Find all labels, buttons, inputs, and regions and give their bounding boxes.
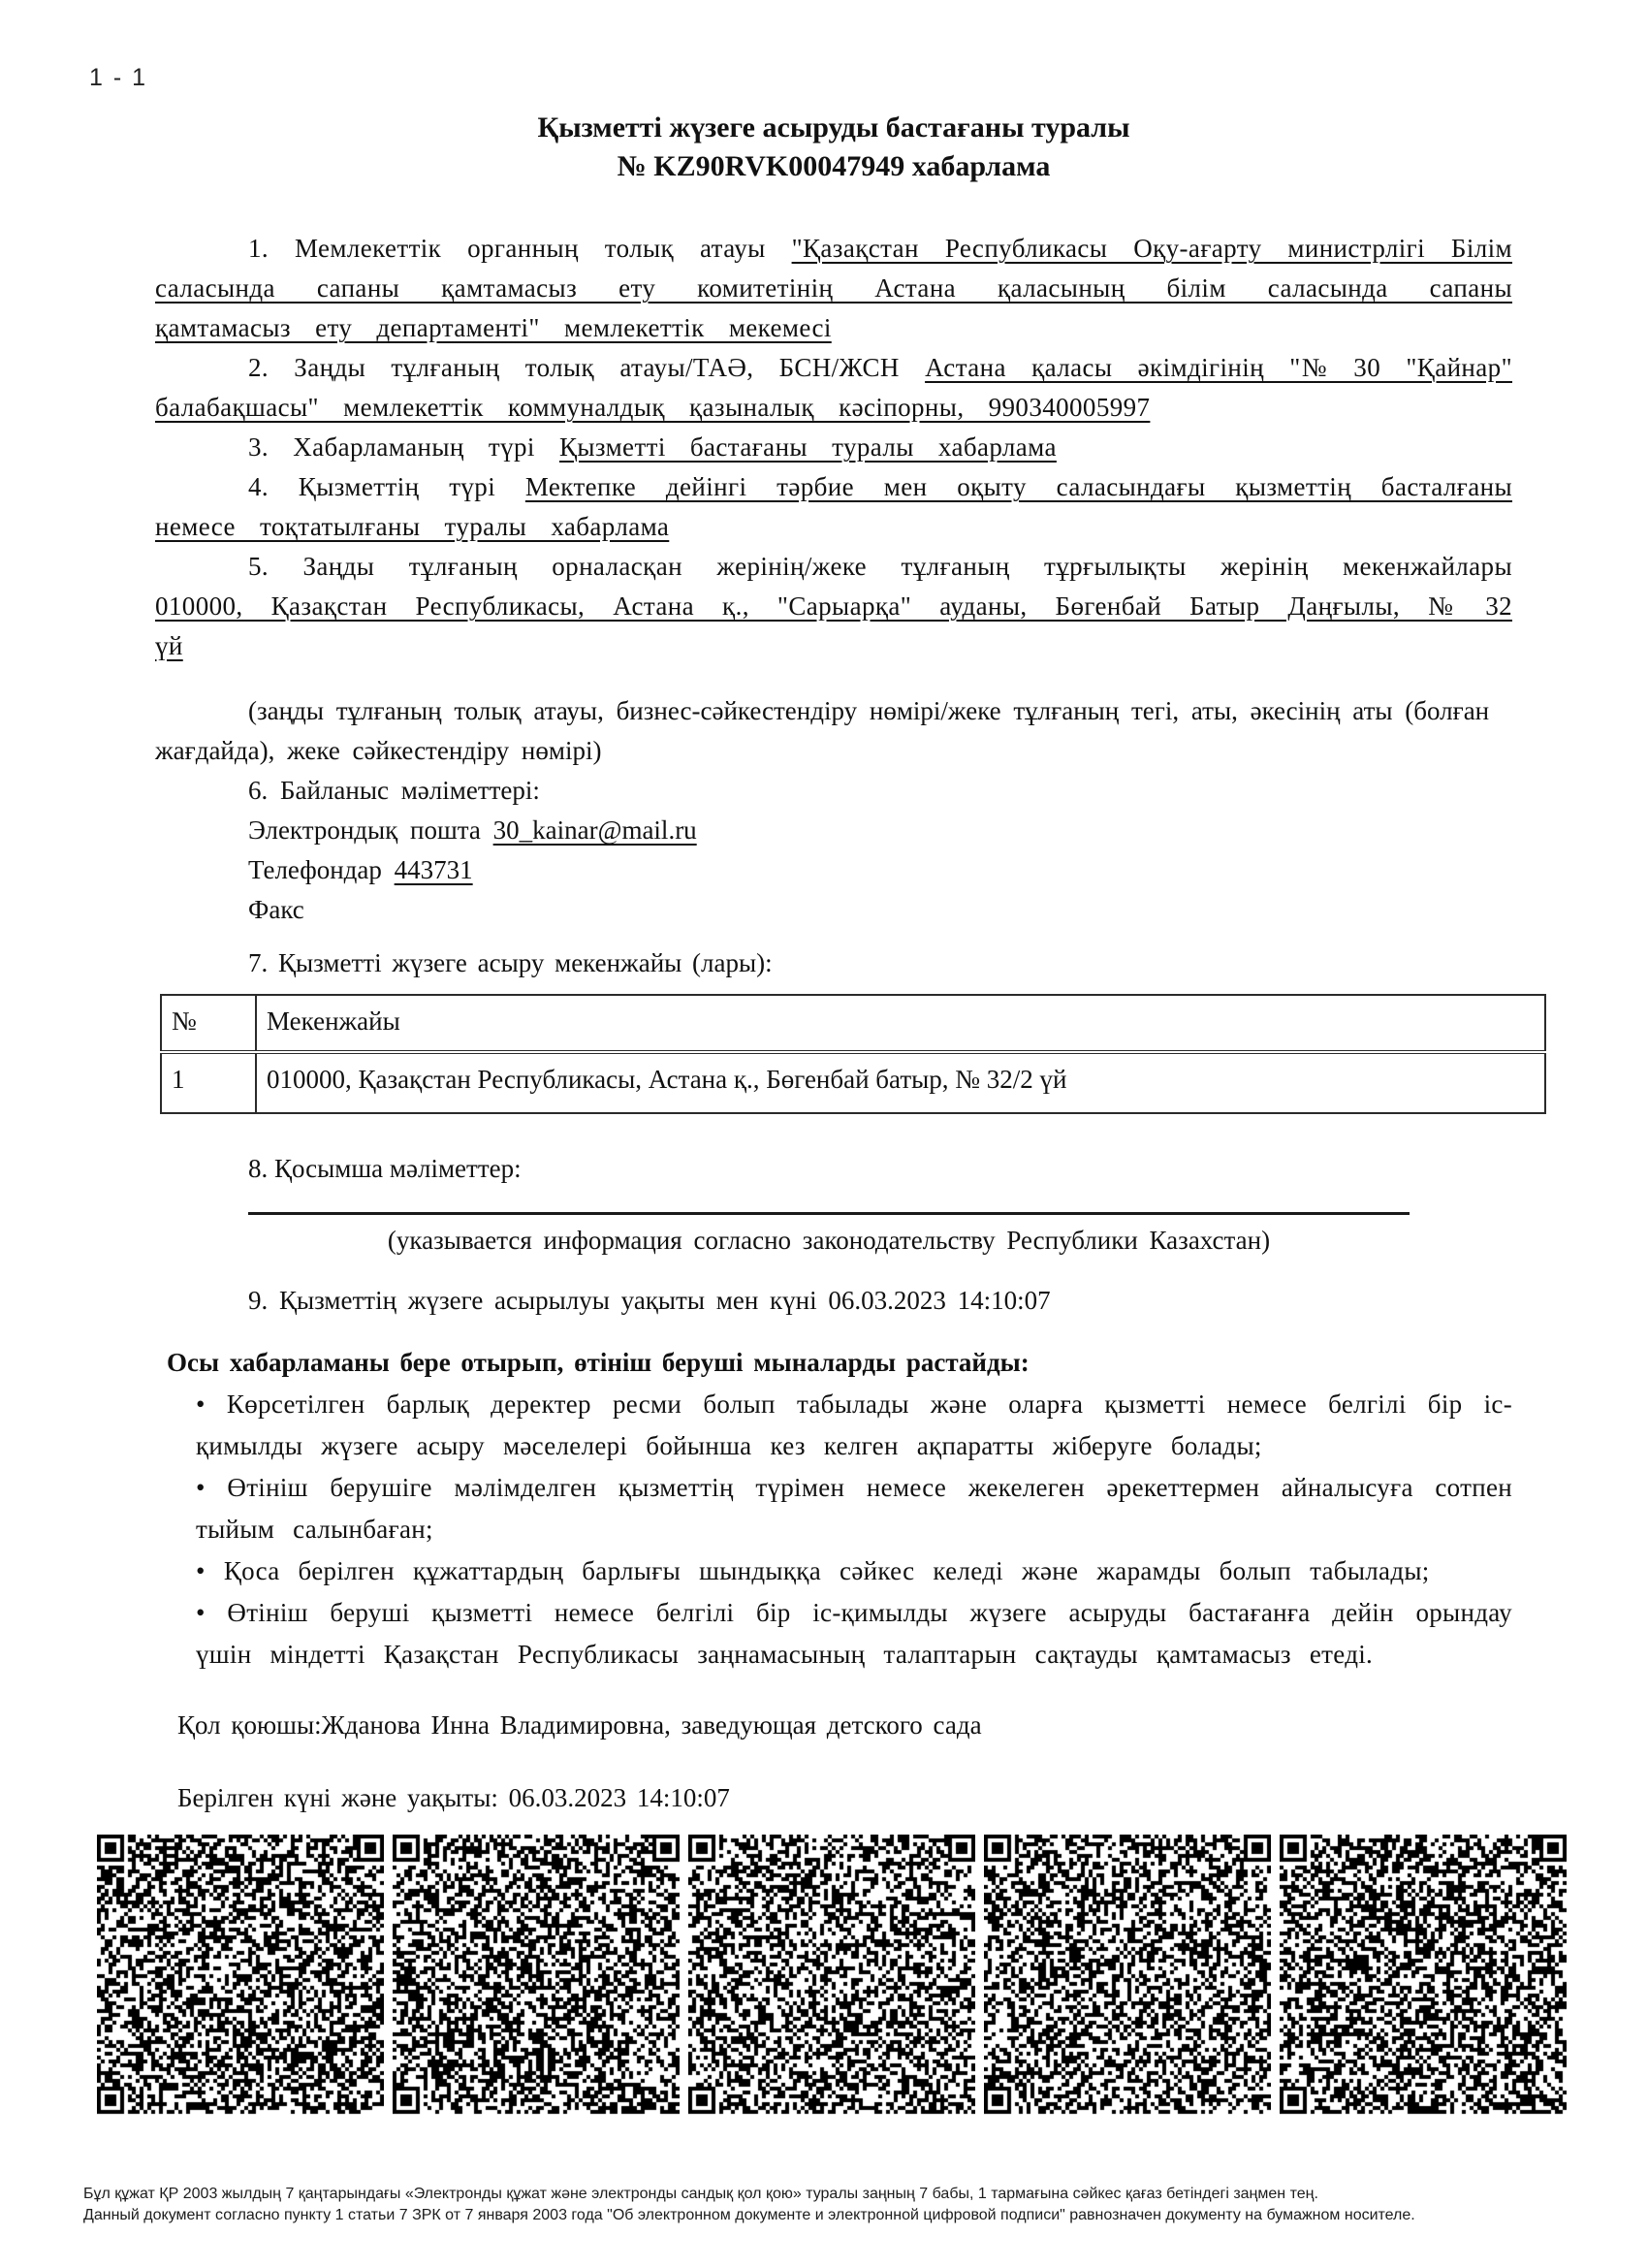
section-8-heading: 8. Қосымша мәліметтер: bbox=[248, 1154, 522, 1183]
field-2-value: Астана қаласы әкімдігінің "№ 30 "Қайнар" балабақшасы" мемлекеттік коммуналдық қазыналық кәсіпорны, 990340005997 bbox=[155, 353, 1512, 422]
issued-datetime-line: Берілген күні және уақыты: 06.03.2023 14:10:07 bbox=[177, 1783, 730, 1812]
field-5-address bbox=[155, 547, 1512, 666]
qr-codes-row bbox=[97, 1835, 1570, 2116]
bullet-item-4: • Өтініш беруші қызметті немесе белгілі бір іс-қимылды жүзеге асыруды бастағанға дейін орындау үшін міндетті Қазақстан Республикасы заңнамасының талаптарын сақтауды қамтамасыз етеді. bbox=[196, 1592, 1512, 1676]
blank-fill-line bbox=[248, 1212, 1410, 1215]
numbered-fields bbox=[155, 229, 1512, 666]
field-1-label: 1. Мемлекеттік органның толық атауы bbox=[248, 234, 792, 263]
field-5-value: 010000, Қазақстан Республикасы, Астана қ., "Сарыарқа" ауданы, Бөгенбай Батыр Даңғылы, № 32 үй bbox=[155, 591, 1512, 660]
footer-line-russian: Данный документ согласно пункту 1 статьи 7 ЗРК от 7 января 2003 года "Об электронном документе и электронной цифровой подписи" равнозначен документу на бумажном носителе. bbox=[83, 2207, 1415, 2223]
field-2-legal-entity bbox=[155, 348, 1512, 428]
table-header-number: № bbox=[161, 995, 256, 1052]
email-value: 30_kainar@mail.ru bbox=[492, 815, 697, 845]
qr-code bbox=[393, 1835, 680, 2116]
phone-value: 443731 bbox=[394, 855, 473, 884]
email-label: Электрондық пошта bbox=[248, 815, 493, 845]
bullet-item-1: • Көрсетілген барлық деректер ресми болып табылады және оларға қызметті немесе белгілі бір іс-қимылды жүзеге асыру мәселелері бойынша кез келген ақпаратты жіберуге болады; bbox=[196, 1384, 1512, 1467]
field-4-activity-type bbox=[155, 467, 1512, 547]
signer-line: Қол қоюшы:Жданова Инна Владимировна, заведующая детского сада bbox=[177, 1710, 982, 1740]
address-table bbox=[160, 994, 1546, 1114]
document-title bbox=[155, 109, 1512, 186]
phone-line bbox=[155, 850, 1512, 890]
bullet-item-3: • Қоса берілген құжаттардың барлығы шындыққа сәйкес келеді және жарамды болып табылады; bbox=[196, 1550, 1512, 1592]
qr-code bbox=[97, 1835, 384, 2116]
qr-code bbox=[688, 1835, 975, 2116]
contacts-heading: 6. Байланыс мәліметтері: bbox=[248, 776, 540, 805]
section-7-heading: 7. Қызметті жүзеге асыру мекенжайы (лары): bbox=[248, 948, 773, 977]
title-line-2: № KZ90RVK00047949 хабарлама bbox=[617, 150, 1051, 182]
document-body bbox=[155, 109, 1512, 1818]
field-3-value: Қызметті бастағаны туралы хабарлама bbox=[558, 432, 1057, 462]
confirmation-section bbox=[167, 1342, 1512, 1676]
address-table-header-row bbox=[161, 995, 1545, 1052]
field-1-authority bbox=[155, 229, 1512, 348]
fax-line: Факс bbox=[248, 895, 304, 924]
field-3-notification-type bbox=[155, 428, 1512, 467]
parenthetical-note: (заңды тұлғаның толық атауы, бизнес-сәйкестендіру нөмірі/жеке тұлғаның тегі, аты, әкесінің аты (болған жағдайда), жеке сәйкестендіру нөмірі) bbox=[155, 696, 1490, 765]
field-1-value: "Қазақстан Республикасы Оқу-ағарту министрлігі Білім саласында сапаны қамтамасыз ету комитетінің Астана қаласының білім саласында сапаны қамтамасыз ету департаменті" мемлекеттік мекемесі bbox=[155, 234, 1512, 342]
title-line-1: Қызметті жүзеге асыруды бастағаны туралы bbox=[537, 112, 1130, 144]
field-4-value: Мектепке дейінгі тәрбие мен оқыту саласындағы қызметтің басталғаны немесе тоқтатылғаны туралы хабарлама bbox=[155, 472, 1512, 541]
field-4-label: 4. Қызметтің түрі bbox=[248, 472, 525, 501]
field-3-label: 3. Хабарламаның түрі bbox=[248, 432, 559, 462]
legal-note-ru: (указывается информация согласно законодательству Республики Казахстан) bbox=[387, 1226, 1271, 1255]
bullet-item-2: • Өтініш берушіге мәлімделген қызметтің түрімен немесе жекелеген әрекеттермен айналысуға сотпен тыйым салынбаған; bbox=[196, 1467, 1512, 1550]
legal-footer bbox=[83, 2184, 1596, 2226]
section-9-value: 06.03.2023 14:10:07 bbox=[828, 1286, 1051, 1315]
qr-code bbox=[1280, 1835, 1567, 2116]
table-row bbox=[161, 1052, 1545, 1113]
confirmation-heading: Осы хабарламаны бере отырып, өтініш беруші мыналарды растайды: bbox=[167, 1348, 1030, 1377]
contacts-section bbox=[155, 771, 1512, 930]
section-9-label: 9. Қызметтің жүзеге асырылуы уақыты мен күні bbox=[248, 1286, 829, 1315]
table-header-address: Мекенжайы bbox=[256, 995, 1545, 1052]
qr-code bbox=[984, 1835, 1271, 2116]
field-5-label: 5. Заңды тұлғаның орналасқан жерінің/жеке тұлғаның тұрғылықты жерінің мекенжайлары bbox=[248, 552, 1512, 581]
section-9-datetime bbox=[155, 1281, 1512, 1321]
phone-label: Телефондар bbox=[248, 855, 395, 884]
footer-line-kazakh: Бұл құжат ҚР 2003 жылдың 7 қаңтарындағы «Электронды құжат және электронды сандық қол қою» туралы заңның 7 бабы, 1 тармағына сәйкес қағаз бетіндегі заңмен тең. bbox=[83, 2186, 1318, 2202]
field-2-label: 2. Заңды тұлғаның толық атауы/ТАӘ, БСН/ЖСН bbox=[248, 353, 926, 382]
page-number: 1 - 1 bbox=[89, 64, 148, 91]
email-line bbox=[155, 811, 1512, 850]
table-cell-number: 1 bbox=[161, 1052, 256, 1113]
table-cell-address: 010000, Қазақстан Республикасы, Астана қ., Бөгенбай батыр, № 32/2 үй bbox=[256, 1052, 1545, 1113]
